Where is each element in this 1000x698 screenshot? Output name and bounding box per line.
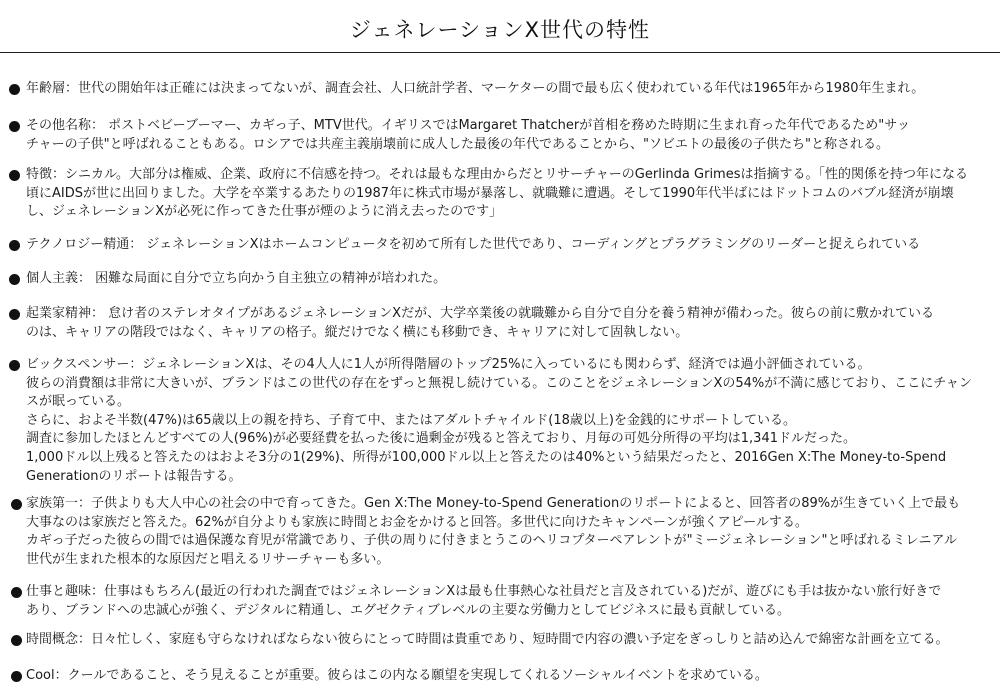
list-item-text-line: チャーの子供"と呼ばれることもある。ロシアでは共産主義崩壊前に成人した最後の年代であることから、"ソビエトの最後の子供たち"と称される。	[26, 136, 889, 152]
list-item-text-line: Cool：クールであること、そう見えることが重要。彼らはこの内なる願望を実現してくれるソーシャルイベントを求めている。	[26, 668, 768, 683]
list-item-text-line: ビックスペンサー：ジェネレーションXは、その4人人に1人が所得階層のトップ25%に入っているにも関わらず、経済では過小評価されている。	[26, 357, 871, 372]
bullet-icon	[11, 671, 22, 682]
list-item-text-line: 彼らの消費額は非常に大きいが、ブランドはこの世代の存在をずっと無視し続けている。このことをジェネレーションXの54%が不満に感じており、ここにチャン	[26, 375, 972, 391]
bullet-icon	[11, 587, 22, 598]
list-item-text-line: 個人主義： 困難な局面に自分で立ち向かう自主独立の精神が培われた。	[26, 271, 447, 286]
list-item-text-line: カギっ子だった彼らの間では過保護な育児が常識であり、子供の周りに付きまとうこのヘリコプターペアレントが"ミージェネレーション"と呼ばれるミレニアル	[26, 533, 957, 549]
list-item-text-line: し、ジェネレーションXが必死に作ってきた仕事が煙のように消え去ったのです」	[26, 204, 503, 220]
list-item-text-line: スが眠っている。	[26, 394, 131, 410]
list-item-text-line: Generationのリポートは報告する。	[26, 468, 242, 484]
page-title: ジェネレーションX世代の特性	[349, 18, 651, 42]
list-item-text-line: 特徴：シニカル。大部分は権威、企業、政府に不信感を持つ。それは最もな理由からだとリサーチャーのGerlinda Grimesは指摘する。「性的関係を持つ年になる	[26, 167, 968, 182]
bullet-icon	[9, 360, 20, 371]
list-item-text-line: 家族第一：子供よりも大人中心の社会の中で育ってきた。Gen X:The Money-to-Spend Generationのリポートによると、回答者の89%が生きていく上で最も	[26, 496, 961, 511]
list-item-text-line: 起業家精神： 怠け者のステレオタイプがあるジェネレーションXだが、大学卒業後の就職難から自分で自分を養う精神が備わった。彼らの前に敷かれている	[26, 306, 934, 321]
bullet-icon	[9, 309, 20, 320]
list-item-text-line: のは、キャリアの階段ではなく、キャリアの格子。縦だけでなく横にも移動でき、キャリアに対して固執しない。	[26, 324, 689, 340]
list-item-text-line: さらに、およそ半数(47%)は65歳以上の親を持ち、子育て中、またはアダルトチャイルド(18歳以上)を金銭的にサポートしている。	[26, 412, 796, 428]
list-item-text-line: その他名称： ポストベビーブーマー、カギっ子、MTV世代。イギリスではMargaret Thatcherが首相を務めた時期に生まれ育った年代であるため"サッ	[26, 118, 910, 133]
list-item-text-line: あり、ブランドへの忠誠心が強く、デジタルに精通し、エグゼクティブレベルの主要な労働力としてビジネスに最も貢献している。	[26, 602, 791, 618]
list-item-text-line: 大事なのは家族だと答えた。62%が自分よりも家族に時間とお金をかけると回答。多世代に向けたキャンペーンが強くアピールする。	[26, 514, 808, 530]
bullet-icon	[11, 499, 22, 510]
title-divider	[0, 52, 1000, 53]
bullet-icon	[9, 274, 20, 285]
list-item-text-line: 年齢層：世代の開始年は正確には決まってないが、調査会社、人口統計学者、マーケターの間で最も広く使われている年代は1965年から1980年生まれ。	[26, 81, 925, 96]
list-item-text-line: 1,000ドル以上残ると答えたのはおよそ3分の1(29%)、所得が100,000ドル以上と答えたのは40%という結果だったと、2016Gen X:The Money-to-Spend	[26, 450, 947, 465]
bullet-icon	[11, 635, 22, 646]
list-item-text-line: 頃にAIDSが世に出回りました。大学を卒業するあたりの1987年に株式市場が暴落し、就職難に遭遇。そして1990年代半ばにはドットコムのバブル経済が崩壊	[26, 185, 954, 201]
bullet-icon	[9, 240, 20, 251]
bullet-icon	[9, 84, 20, 95]
bullet-icon	[9, 170, 20, 181]
list-item-text-line: テクノロジー精通： ジェネレーションXはホームコンピュータを初めて所有した世代であり、コーディングとプラグラミングのリーダーと捉えられている	[26, 237, 921, 252]
bullet-icon	[9, 121, 20, 132]
list-item-text-line: 調査に参加したほとんどすべての人(96%)が必要経費を払った後に過剰金が残ると答えており、月毎の可処分所得の平均は1,341ドルだった。	[26, 431, 856, 447]
list-item-text-line: 時間概念：日々忙しく、家庭も守らなければならない彼らにとって時間は貴重であり、短時間で内容の濃い予定をぎっしりと詰め込んで綿密な計画を立てる。	[26, 632, 949, 647]
list-item-text-line: 仕事と趣味：仕事はもちろん(最近の行われた調査ではジェネレーションXは最も仕事熱心な社員だと言及されている)だが、遊びにも手は抜かない旅行好きで	[26, 584, 942, 599]
list-item-text-line: 世代が生まれた根本的な原因だと唱えるリサーチャーも多い。	[26, 551, 390, 567]
